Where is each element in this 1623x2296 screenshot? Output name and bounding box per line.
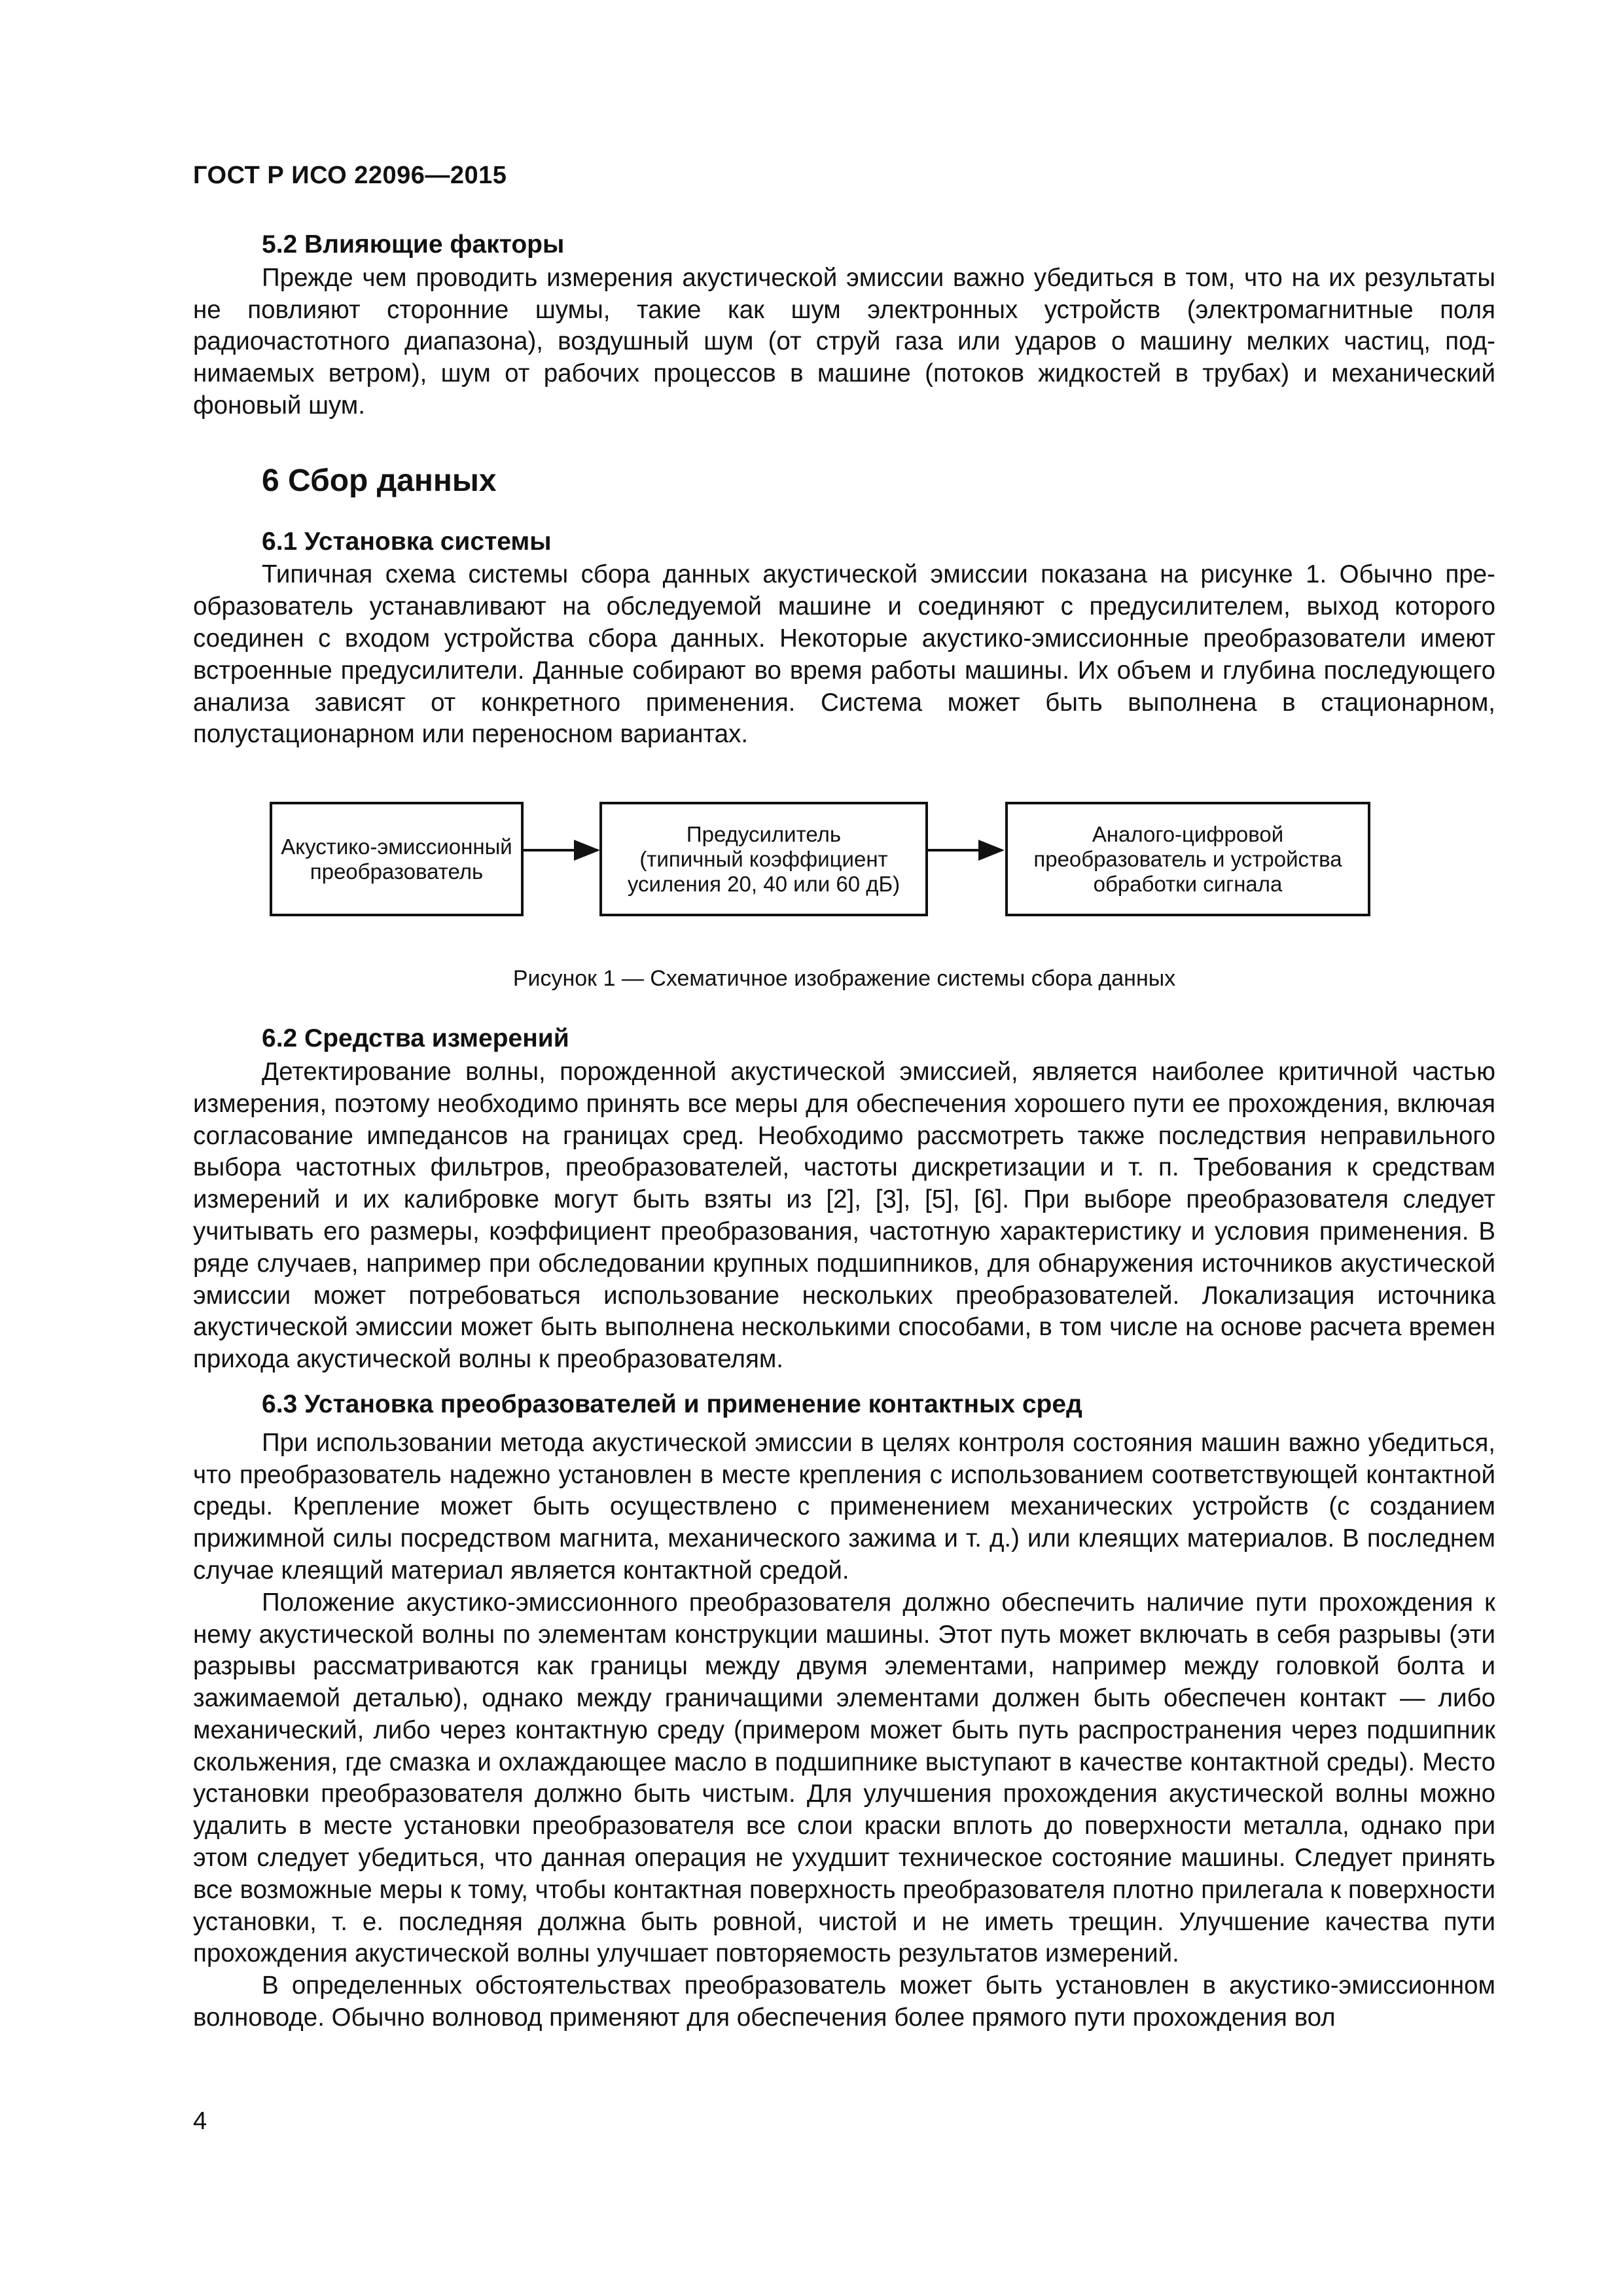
section-6-1-paragraph-1: Типичная схема системы сбора данных акустической эмиссии показана на рисунке 1. Обычно преобразователь устанавливают на обследуемой машине и соединяют с предусилителем, выход которого соединен с входом устройства сбора данных. Некоторые акустико-эмиссионные преобразователи имеют встроенные предусилители. Данные собирают во время работы машины. Их объем и глубина последующего анализа зависят от конкретного применения. Система может быть выполнена в стационарном, полустационарном или переносном вариантах. — [193, 560, 1495, 749]
box-preamplifier-line-2: (типичный коэффициент — [639, 846, 888, 871]
section-6-1-heading: 6.1 Установка системы — [262, 527, 552, 556]
section-6-3-paragraph-1: При использовании метода акустической эмиссии в целях контроля состояния машин важно убедиться, что преобразователь надежно установлен в месте крепления с использованием соответствующей контактной среды. Крепление может быть осуществлено с применением механических устройств (с созданием прижимной силы посредством магнита, механического зажима и т. д.) или клеящих материалов. В последнем случае клеящий материал является контактной средой. — [193, 1428, 1495, 1585]
box-adc-line-2: преобразователь и устройства — [1033, 846, 1342, 871]
box-transducer — [270, 802, 524, 916]
box-transducer-line-1: Акустико-эмиссионный — [281, 834, 512, 859]
section-5-2-paragraph-1: Прежде чем проводить измерения акустической эмиссии важно убедиться в том, что на их результаты не повлияют сторонние шумы, такие как шум электронных устройств (электромагнитные поля радиочастотного диапазона), воздушный шум (от струй газа или ударов о машину мелких частиц, поднимаемых ветром), шум от рабочих процессов в машине (потоков жидкостей в трубах) и механический фоновый шум. — [193, 263, 1495, 420]
box-preamplifier — [599, 802, 928, 916]
figure-1-caption: Рисунок 1 — Схематичное изображение системы сбора данных — [512, 966, 1176, 992]
document-header: ГОСТ Р ИСО 22096—2015 — [193, 162, 507, 189]
page-number: 4 — [193, 2108, 207, 2135]
section-5-2-heading: 5.2 Влияющие факторы — [262, 230, 565, 259]
section-6-2-paragraph-1: Детектирование волны, порожденной акустической эмиссией, является наиболее критичной частью измерения, поэтому необходимо принять все меры для обеспечения хорошего пути ее прохождения, включая согласование импедансов на границах сред. Необходимо рассмотреть также последствия неправильного выбора частотных фильтров, преобразователей, частоты дискретизации и т. п. Требования к средствам измерений и их калибровке могут быть взяты из [2], [3], [5], [6]. При выборе преобразователя следует учитывать его размеры, коэффициент преобразования, частотную характеристику и условия применения. В ряде случаев, например при обследовании крупных подшипников, для обнаружения источников акустической эмиссии может потребоваться использование нескольких преобразователей. Локализация источника акустической эмиссии может быть выполнена несколькими способами, в том числе на основе расчета времен прихода акустической волны к преобразователям. — [193, 1057, 1495, 1374]
box-transducer-line-2: преобразователь — [310, 859, 484, 884]
box-preamplifier-line-3: усиления 20, 40 или 60 дБ) — [627, 871, 901, 896]
box-adc-line-3: обработки сигнала — [1093, 871, 1283, 896]
section-6-2-heading: 6.2 Средства измерений — [262, 1024, 569, 1053]
box-preamplifier-line-1: Предусилитель — [686, 821, 842, 846]
section-6-3-heading: 6.3 Установка преобразователей и применение контактных сред — [262, 1390, 1082, 1418]
section-6-3-paragraph-2: Положение акустико-эмиссионного преобразователя должно обеспечить наличие пути прохождения к нему акустической волны по элементам конструкции машины. Этот путь может включать в себя разрывы (эти разрывы рассматриваются как границы между двумя элементами, например между головкой болта и зажимаемой деталью), однако между граничащими элементами должен быть обеспечен контакт — либо механический, либо через контактную среду (примером может быть путь распространения через подшипник скольжения, где смазка и охлаждающее масло в подшипнике выступают в качестве контактной среды). Место установки преобразователя должно быть чистым. Для улучшения прохождения акустической волны можно удалить в месте установки преобразователя все слои краски вплоть до поверхности металла, однако при этом следует убедиться, что данная операция не ухудшит техническое состояние машины. Следует принять все возможные меры к тому, чтобы контактная поверхность преобразователя плотно прилегала к поверхности установки, т. е. последняя должна быть ровной, чистой и не иметь трещин. Улучшение качества пути прохождения акустической волны улучшает повторяемость результатов измерений. — [193, 1588, 1495, 1968]
section-6-3-paragraph-3: В определенных обстоятельствах преобразователь может быть установлен в акустико-эмиссионном волноводе. Обычно волновод применяют для обеспечения более прямого пути прохождения вол — [193, 1971, 1495, 2032]
box-adc-line-1: Аналого-цифровой — [1092, 821, 1284, 846]
page-content — [193, 229, 1495, 2034]
section-6-heading: 6 Сбор данных — [262, 463, 497, 498]
box-adc — [1005, 802, 1370, 916]
figure-1 — [193, 787, 1495, 1010]
